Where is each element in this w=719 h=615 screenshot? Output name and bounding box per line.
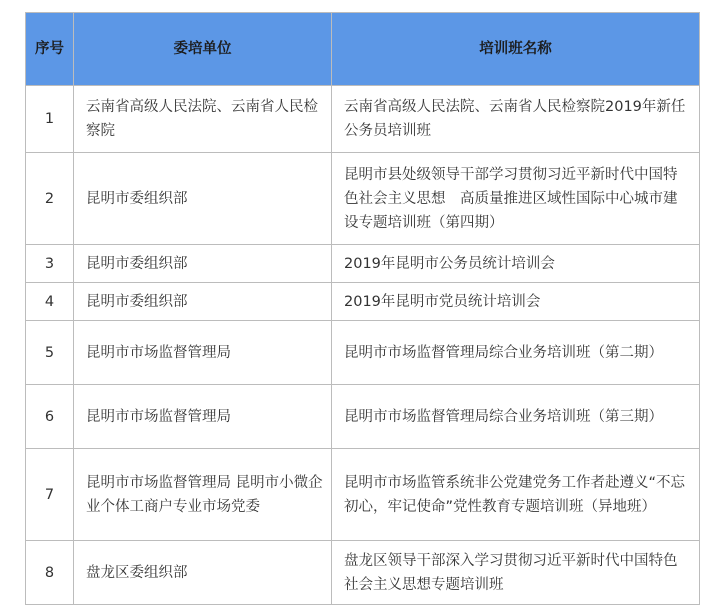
row-index: 6: [26, 385, 74, 449]
row-index: 8: [26, 541, 74, 605]
table-row: [26, 86, 700, 153]
table-row: [26, 283, 700, 321]
row-unit: 昆明市委组织部: [74, 283, 332, 321]
table-row: [26, 321, 700, 385]
row-index: 5: [26, 321, 74, 385]
row-course: 昆明市市场监管系统非公党建党务工作者赴遵义“不忘初心，牢记使命”党性教育专题培训班（异地班）: [332, 449, 700, 541]
row-unit: 昆明市市场监督管理局 昆明市小微企业个体工商户专业市场党委: [74, 449, 332, 541]
row-unit: 昆明市市场监督管理局: [74, 321, 332, 385]
row-index: 7: [26, 449, 74, 541]
row-index: 3: [26, 245, 74, 283]
table-row: [26, 245, 700, 283]
header-row: [26, 13, 700, 86]
row-course: 2019年昆明市党员统计培训会: [332, 283, 700, 321]
header-index: 序号: [26, 13, 74, 86]
row-unit: 昆明市委组织部: [74, 153, 332, 245]
row-course: 昆明市县处级领导干部学习贯彻习近平新时代中国特色社会主义思想 高质量推进区域性国际中心城市建设专题培训班（第四期）: [332, 153, 700, 245]
header-unit: 委培单位: [74, 13, 332, 86]
row-unit: 云南省高级人民法院、云南省人民检察院: [74, 86, 332, 153]
row-unit: 昆明市委组织部: [74, 245, 332, 283]
header-course: 培训班名称: [332, 13, 700, 86]
row-course: 云南省高级人民法院、云南省人民检察院2019年新任公务员培训班: [332, 86, 700, 153]
row-index: 4: [26, 283, 74, 321]
table-row: [26, 541, 700, 605]
row-unit: 盘龙区委组织部: [74, 541, 332, 605]
row-course: 盘龙区领导干部深入学习贯彻习近平新时代中国特色社会主义思想专题培训班: [332, 541, 700, 605]
table-row: [26, 153, 700, 245]
training-table: [25, 12, 700, 605]
row-course: 昆明市市场监督管理局综合业务培训班（第三期）: [332, 385, 700, 449]
row-index: 2: [26, 153, 74, 245]
row-course: 昆明市市场监督管理局综合业务培训班（第二期）: [332, 321, 700, 385]
table-row: [26, 385, 700, 449]
row-course: 2019年昆明市公务员统计培训会: [332, 245, 700, 283]
row-unit: 昆明市市场监督管理局: [74, 385, 332, 449]
training-table-container: [25, 12, 699, 605]
row-index: 1: [26, 86, 74, 153]
table-row: [26, 449, 700, 541]
